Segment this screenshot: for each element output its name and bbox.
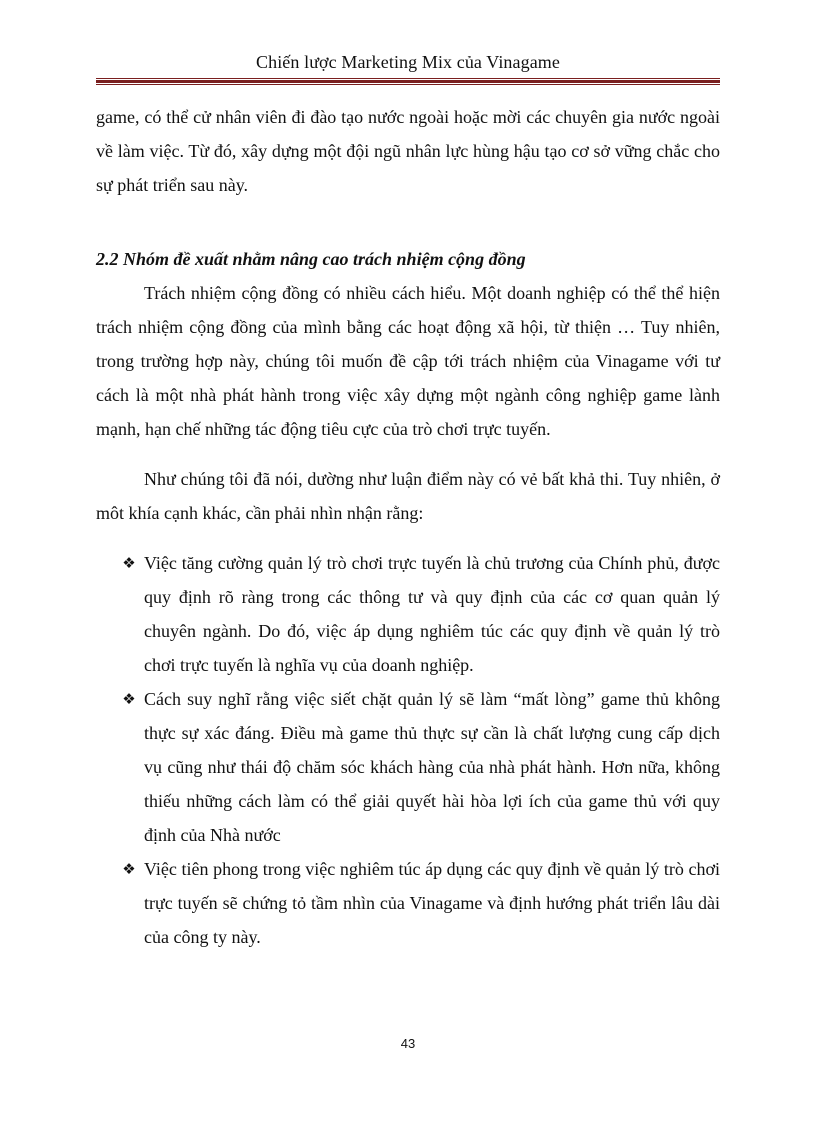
list-item xyxy=(96,852,720,954)
header-divider xyxy=(96,78,720,85)
bullet-text: Việc tiên phong trong việc nghiêm túc áp dụng các quy định về quản lý trò chơi trực tuyến sẽ chứng tỏ tầm nhìn của Vinagame và định hướng phát triển lâu dài của công ty này. xyxy=(144,859,720,947)
bullet-text: Việc tăng cường quản lý trò chơi trực tuyến là chủ trương của Chính phủ, được quy định rõ ràng trong các thông tư và quy định của các cơ quan quản lý chuyên ngành. Do đó, việc áp dụng nghiêm túc các quy định về quản lý trò chơi trực tuyến là nghĩa vụ của doanh nghiệp. xyxy=(144,553,720,675)
intro-paragraph: game, có thể cử nhân viên đi đào tạo nước ngoài hoặc mời các chuyên gia nước ngoài về làm việc. Từ đó, xây dựng một đội ngũ nhân lực hùng hậu tạo cơ sở vững chắc cho sự phát triển sau này. xyxy=(96,107,720,195)
section-paragraph-2: Như chúng tôi đã nói, dường như luận điểm này có vẻ bất khả thi. Tuy nhiên, ở môt khía cạnh khác, cần phải nhìn nhận rằng: xyxy=(96,469,720,523)
diamond-bullet-icon: ❖ xyxy=(122,690,136,708)
diamond-bullet-icon: ❖ xyxy=(122,554,136,572)
page-body xyxy=(96,100,720,954)
bullet-text: Cách suy nghĩ rằng việc siết chặt quản lý sẽ làm “mất lòng” game thủ không thực sự xác đáng. Điều mà game thủ thực sự cần là chất lượng cung cấp dịch vụ cũng như thái độ chăm sóc khách hàng của nhà phát hành. Hơn nữa, không thiếu những cách làm có thể giải quyết hài hòa lợi ích của game thủ với quy định của Nhà nước xyxy=(144,689,720,845)
bullet-list xyxy=(96,546,720,954)
page-number: 43 xyxy=(400,1036,416,1051)
list-item xyxy=(96,682,720,852)
list-item xyxy=(96,546,720,682)
header-divider-thick xyxy=(96,80,720,83)
section-paragraph-1: Trách nhiệm cộng đồng có nhiều cách hiểu. Một doanh nghiệp có thể thể hiện trách nhiệm cộng đồng của mình bằng các hoạt động xã hội, từ thiện … Tuy nhiên, trong trường hợp này, chúng tôi muốn đề cập tới trách nhiệm của Vinagame với tư cách là một nhà phát hành trong việc xây dựng một ngành công nghiệp game lành mạnh, hạn chế những tác động tiêu cực của trò chơi trực tuyến. xyxy=(96,283,720,439)
header-divider-thin-bottom xyxy=(96,84,720,85)
diamond-bullet-icon: ❖ xyxy=(122,860,136,878)
page-header-title: Chiến lược Marketing Mix của Vinagame xyxy=(256,52,560,72)
header-divider-thin-top xyxy=(96,78,720,79)
section-heading: 2.2 Nhóm đề xuất nhằm nâng cao trách nhiệm cộng đồng xyxy=(96,249,526,269)
paragraph-spacer xyxy=(96,446,720,462)
paragraph-spacer xyxy=(96,530,720,546)
